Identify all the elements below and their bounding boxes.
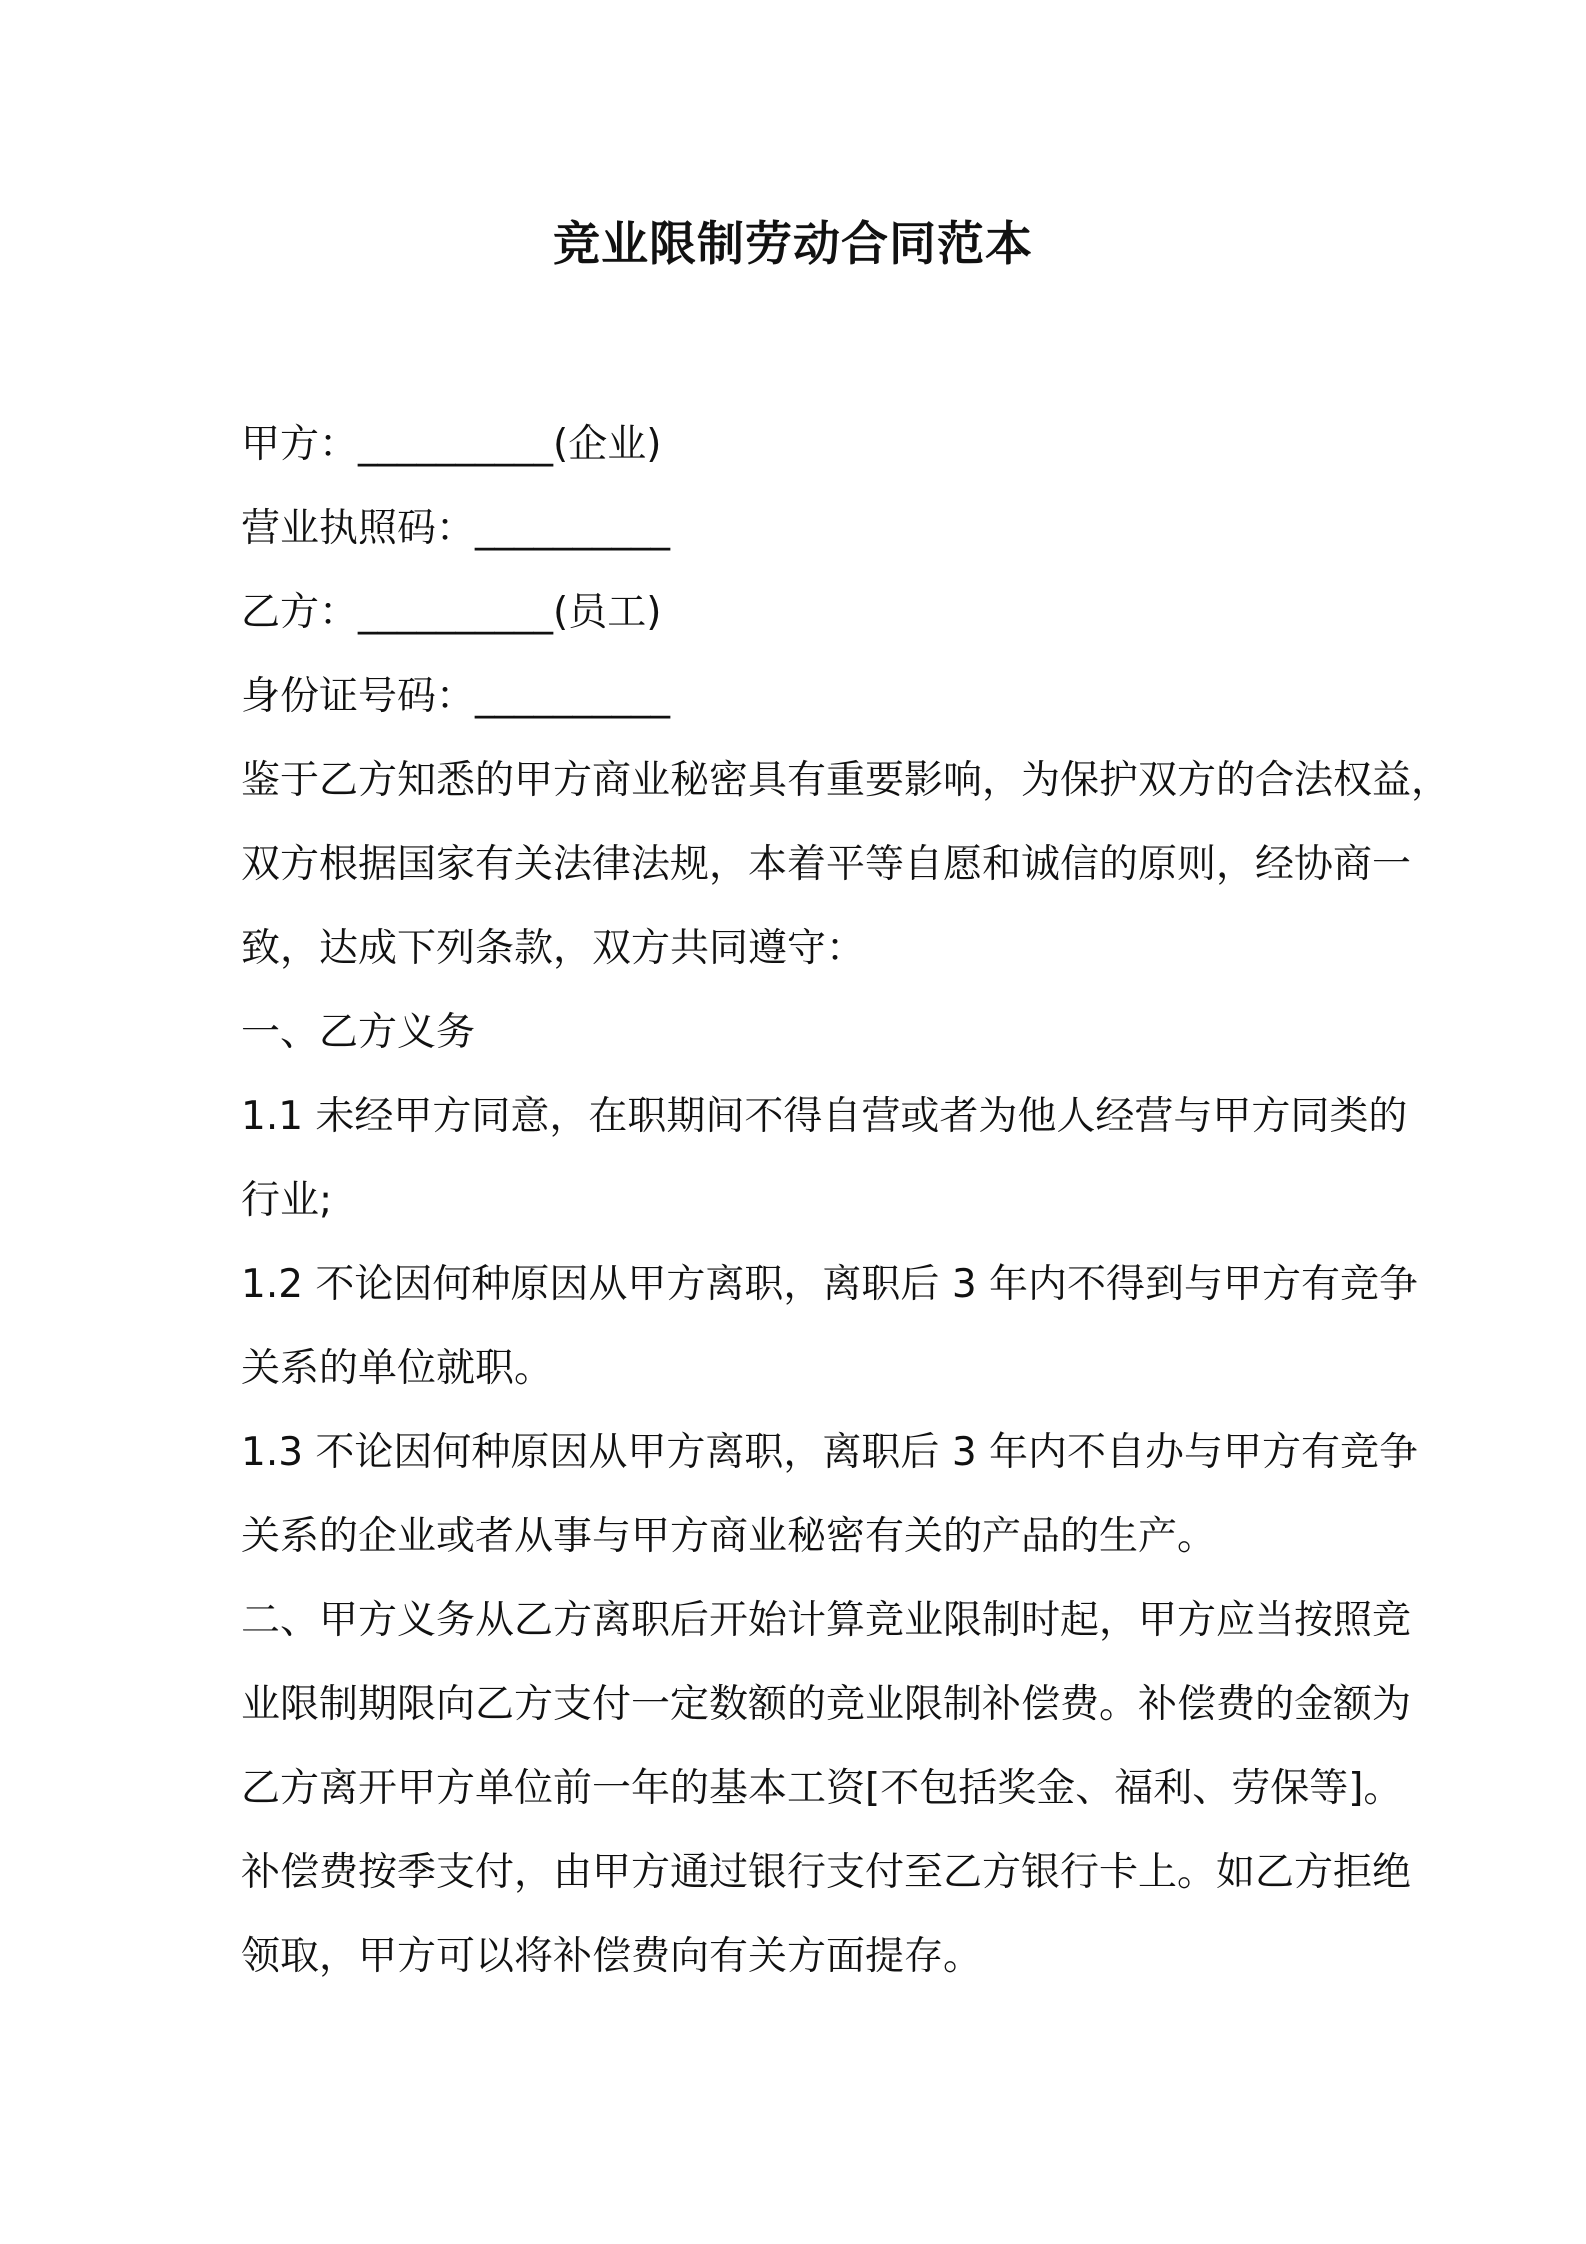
section-2-line-4: 补偿费按季支付，由甲方通过银行支付至乙方银行卡上。如乙方拒绝 <box>241 1850 1412 1895</box>
party-a-line: 甲方：__________(企业) <box>241 422 662 467</box>
section-2-line-3: 乙方离开甲方单位前一年的基本工资[不包括奖金、福利、劳保等]。 <box>241 1766 1403 1811</box>
section-2-line-5: 领取，甲方可以将补偿费向有关方面提存。 <box>241 1934 983 1979</box>
clause-1-3-line-2: 关系的企业或者从事与甲方商业秘密有关的产品的生产。 <box>241 1514 1217 1559</box>
preamble-line-3: 致，达成下列条款，双方共同遵守： <box>241 926 866 971</box>
id-number-line: 身份证号码：__________ <box>241 674 671 719</box>
clause-1-1-line-1: 1.1 未经甲方同意，在职期间不得自营或者为他人经营与甲方同类的 <box>241 1094 1408 1139</box>
clause-1-3-line-1: 1.3 不论因何种原因从甲方离职，离职后 3 年内不自办与甲方有竞争 <box>241 1430 1419 1475</box>
party-b-line: 乙方：__________(员工) <box>241 590 662 635</box>
section-2-line-2: 业限制期限向乙方支付一定数额的竞业限制补偿费。补偿费的金额为 <box>241 1682 1412 1727</box>
business-license-line: 营业执照码：__________ <box>241 506 671 551</box>
preamble-line-2: 双方根据国家有关法律法规，本着平等自愿和诚信的原则，经协商一 <box>241 842 1412 887</box>
clause-1-2-line-2: 关系的单位就职。 <box>241 1346 554 1391</box>
section-2-line-1: 二、甲方义务从乙方离职后开始计算竞业限制时起，甲方应当按照竞 <box>241 1598 1412 1643</box>
section-heading-party-b-obligations: 一、乙方义务 <box>241 1010 476 1055</box>
document-body <box>241 403 1451 1999</box>
clause-1-1-line-2: 行业; <box>241 1178 333 1223</box>
clause-1-2-line-1: 1.2 不论因何种原因从甲方离职，离职后 3 年内不得到与甲方有竞争 <box>241 1262 1419 1307</box>
preamble-line-1: 鉴于乙方知悉的甲方商业秘密具有重要影响，为保护双方的合法权益， <box>241 758 1451 803</box>
document-title: 竞业限制劳动合同范本 <box>553 217 1033 272</box>
